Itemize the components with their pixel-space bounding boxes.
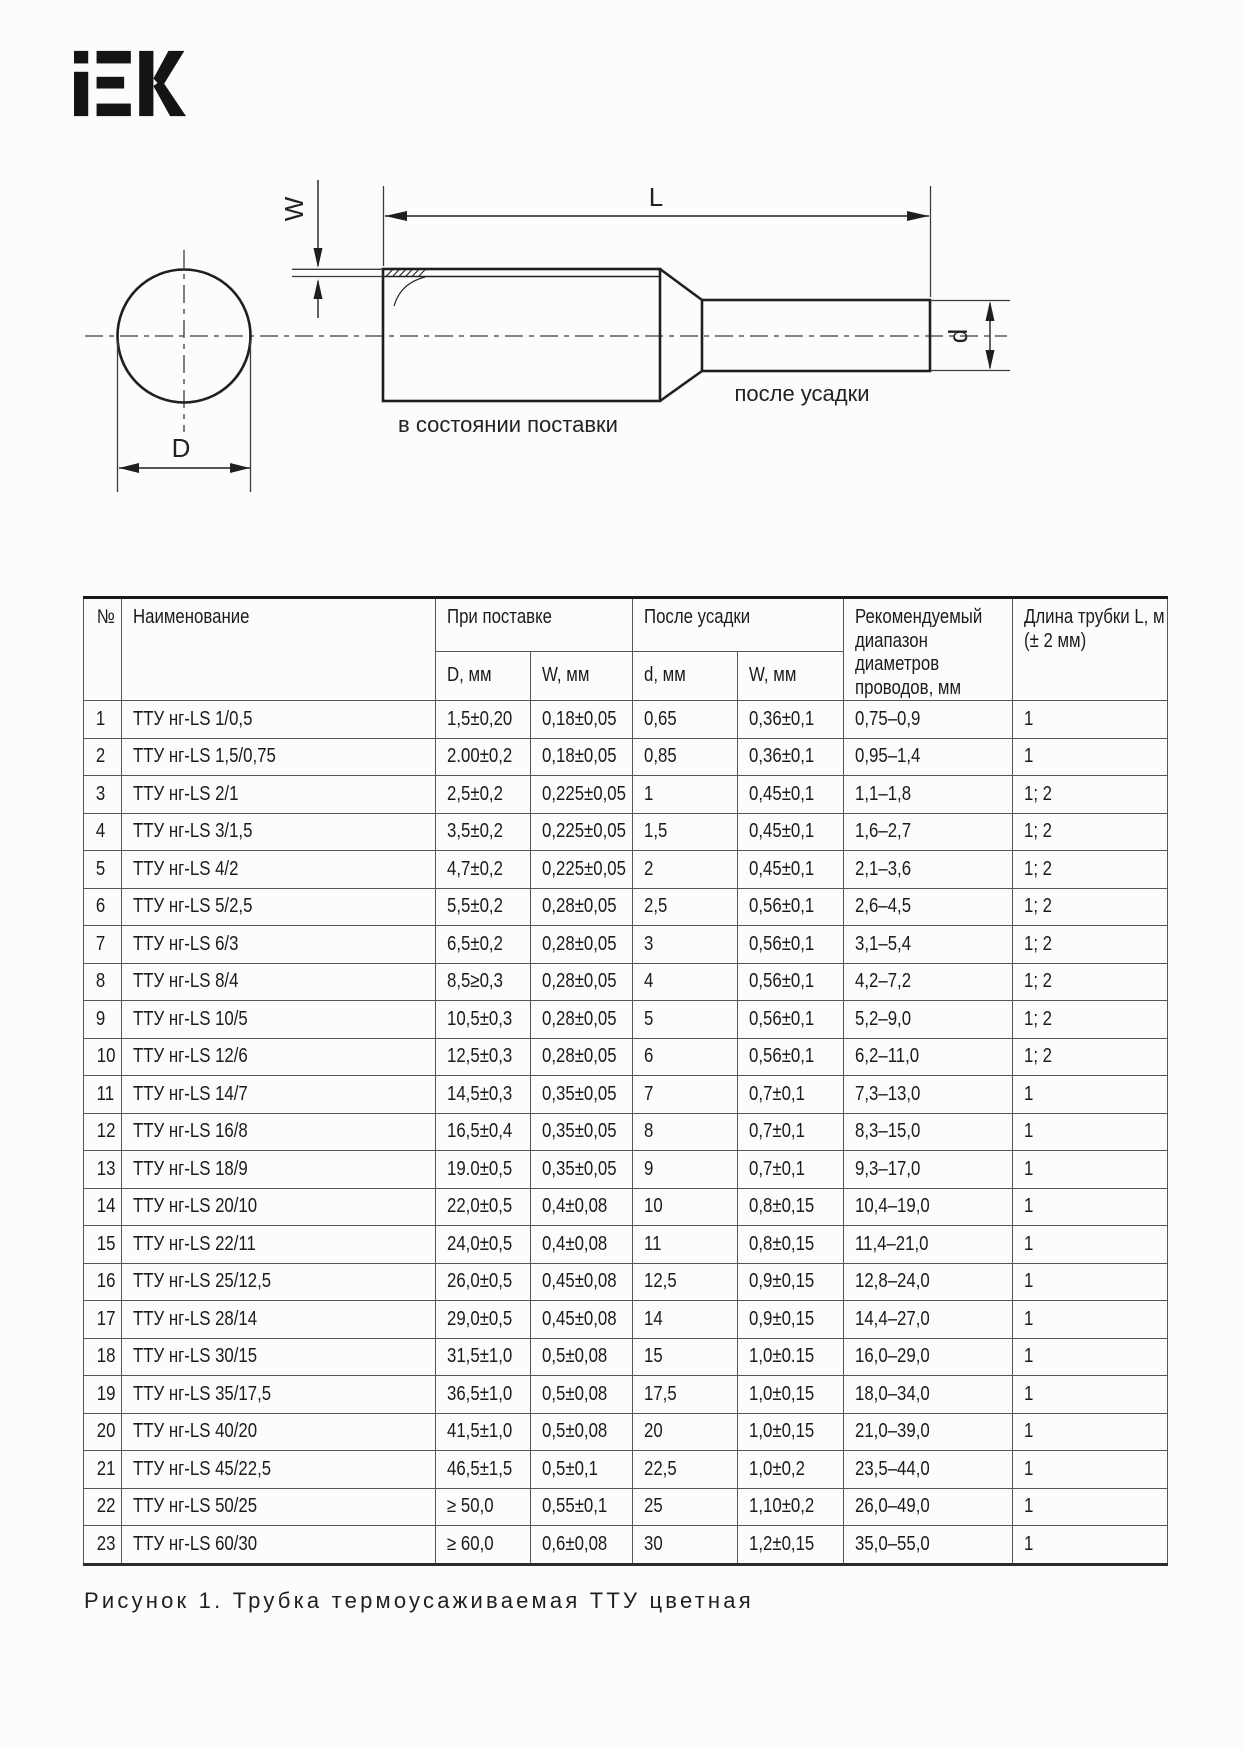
taper-bottom <box>660 371 702 401</box>
cell-diameter-range: 2,1–3,6 <box>844 851 1013 889</box>
cell-name: ТТУ нг-LS 8/4 <box>122 963 436 1001</box>
cell-D-delivery: 3,5±0,2 <box>436 813 531 851</box>
table-row <box>84 851 1168 889</box>
wall-cut-curve <box>394 277 425 306</box>
header-W2-mm: W, мм <box>738 651 844 701</box>
cell-W-shrunk: 0,8±0,15 <box>738 1226 844 1264</box>
table-row <box>84 1413 1168 1451</box>
cell-length: 1 <box>1013 1301 1168 1339</box>
cell-d-shrunk: 0,65 <box>633 701 738 739</box>
cell-diameter-range: 10,4–19,0 <box>844 1188 1013 1226</box>
cell-W-delivery: 0,28±0,05 <box>531 963 633 1001</box>
table-row <box>84 926 1168 964</box>
cell-D-delivery: 12,5±0,3 <box>436 1038 531 1076</box>
cell-W-shrunk: 1,0±0.15 <box>738 1338 844 1376</box>
cell-num: 13 <box>84 1151 122 1189</box>
cell-length: 1; 2 <box>1013 776 1168 814</box>
cell-diameter-range: 0,95–1,4 <box>844 738 1013 776</box>
table-row <box>84 1526 1168 1565</box>
cell-W-shrunk: 0,7±0,1 <box>738 1076 844 1114</box>
header-d-mm: d, мм <box>633 651 738 701</box>
cell-W-shrunk: 0,56±0,1 <box>738 888 844 926</box>
cell-d-shrunk: 15 <box>633 1338 738 1376</box>
cell-length: 1 <box>1013 701 1168 739</box>
header-tube-length: Длина трубки L, м (± 2 мм) <box>1013 598 1168 701</box>
cell-num: 6 <box>84 888 122 926</box>
header-diameter-range: Рекомендуемый диапазон диаметров проводов, мм <box>844 598 1013 701</box>
cell-W-delivery: 0,45±0,08 <box>531 1301 633 1339</box>
label-d: d <box>943 328 973 344</box>
cell-d-shrunk: 10 <box>633 1188 738 1226</box>
table-row <box>84 1301 1168 1339</box>
cell-W-delivery: 0,6±0,08 <box>531 1526 633 1565</box>
cell-length: 1; 2 <box>1013 963 1168 1001</box>
cell-name: ТТУ нг-LS 10/5 <box>122 1001 436 1039</box>
cell-num: 9 <box>84 1001 122 1039</box>
cell-length: 1; 2 <box>1013 1001 1168 1039</box>
cell-D-delivery: ≥ 60,0 <box>436 1526 531 1565</box>
table-row <box>84 776 1168 814</box>
cell-length: 1; 2 <box>1013 926 1168 964</box>
cell-diameter-range: 7,3–13,0 <box>844 1076 1013 1114</box>
cell-W-delivery: 0,28±0,05 <box>531 1038 633 1076</box>
cell-W-delivery: 0,225±0,05 <box>531 851 633 889</box>
spec-table-wrap <box>83 596 1167 1566</box>
cell-d-shrunk: 12,5 <box>633 1263 738 1301</box>
cell-W-delivery: 0,4±0,08 <box>531 1226 633 1264</box>
table-row <box>84 701 1168 739</box>
cell-length: 1 <box>1013 1076 1168 1114</box>
cell-length: 1 <box>1013 1451 1168 1489</box>
cell-D-delivery: 19.0±0,5 <box>436 1151 531 1189</box>
cell-diameter-range: 8,3–15,0 <box>844 1113 1013 1151</box>
cell-d-shrunk: 22,5 <box>633 1451 738 1489</box>
cell-diameter-range: 6,2–11,0 <box>844 1038 1013 1076</box>
cell-length: 1 <box>1013 738 1168 776</box>
table-row <box>84 738 1168 776</box>
cell-length: 1 <box>1013 1263 1168 1301</box>
cell-diameter-range: 14,4–27,0 <box>844 1301 1013 1339</box>
header-after-shrink: После усадки <box>633 598 844 652</box>
cell-diameter-range: 2,6–4,5 <box>844 888 1013 926</box>
cell-W-shrunk: 1,0±0,15 <box>738 1376 844 1414</box>
label-after-shrink: после усадки <box>734 381 870 406</box>
cell-W-shrunk: 0,36±0,1 <box>738 738 844 776</box>
cell-length: 1 <box>1013 1113 1168 1151</box>
table-row <box>84 1451 1168 1489</box>
cell-D-delivery: 36,5±1,0 <box>436 1376 531 1414</box>
w-arrow-up <box>314 279 323 299</box>
cell-d-shrunk: 5 <box>633 1001 738 1039</box>
cell-diameter-range: 21,0–39,0 <box>844 1413 1013 1451</box>
cell-d-shrunk: 2 <box>633 851 738 889</box>
cell-W-shrunk: 0,45±0,1 <box>738 813 844 851</box>
cell-num: 1 <box>84 701 122 739</box>
cell-W-shrunk: 1,0±0,15 <box>738 1413 844 1451</box>
cell-diameter-range: 12,8–24,0 <box>844 1263 1013 1301</box>
cell-D-delivery: 41,5±1,0 <box>436 1413 531 1451</box>
cell-name: ТТУ нг-LS 18/9 <box>122 1151 436 1189</box>
l-arrow-left <box>385 211 407 221</box>
cell-D-delivery: 2.00±0,2 <box>436 738 531 776</box>
cell-W-shrunk: 0,56±0,1 <box>738 963 844 1001</box>
cell-W-delivery: 0,55±0,1 <box>531 1488 633 1526</box>
table-row <box>84 1001 1168 1039</box>
cell-name: ТТУ нг-LS 6/3 <box>122 926 436 964</box>
cell-num: 23 <box>84 1526 122 1565</box>
cell-d-shrunk: 3 <box>633 926 738 964</box>
cell-D-delivery: 22,0±0,5 <box>436 1188 531 1226</box>
cell-W-delivery: 0,225±0,05 <box>531 813 633 851</box>
cell-W-delivery: 0,5±0,08 <box>531 1376 633 1414</box>
cell-diameter-range: 11,4–21,0 <box>844 1226 1013 1264</box>
cell-num: 15 <box>84 1226 122 1264</box>
cell-num: 12 <box>84 1113 122 1151</box>
cell-num: 2 <box>84 738 122 776</box>
cell-W-shrunk: 1,2±0,15 <box>738 1526 844 1565</box>
small-d-arrow-up <box>986 301 995 321</box>
cell-num: 8 <box>84 963 122 1001</box>
cell-d-shrunk: 1 <box>633 776 738 814</box>
cell-diameter-range: 4,2–7,2 <box>844 963 1013 1001</box>
cell-W-delivery: 0,225±0,05 <box>531 776 633 814</box>
cell-num: 17 <box>84 1301 122 1339</box>
label-W: W <box>279 196 309 222</box>
cell-name: ТТУ нг-LS 35/17,5 <box>122 1376 436 1414</box>
cell-num: 14 <box>84 1188 122 1226</box>
cell-D-delivery: 46,5±1,5 <box>436 1451 531 1489</box>
cell-W-shrunk: 0,56±0,1 <box>738 926 844 964</box>
header-W1-mm: W, мм <box>531 651 633 701</box>
table-row <box>84 1188 1168 1226</box>
cell-length: 1 <box>1013 1526 1168 1565</box>
spec-table <box>83 596 1168 1566</box>
cell-d-shrunk: 11 <box>633 1226 738 1264</box>
cell-W-shrunk: 0,45±0,1 <box>738 776 844 814</box>
cell-W-delivery: 0,45±0,08 <box>531 1263 633 1301</box>
cell-num: 19 <box>84 1376 122 1414</box>
l-arrow-right <box>907 211 929 221</box>
cell-W-delivery: 0,35±0,05 <box>531 1151 633 1189</box>
cell-W-delivery: 0,4±0,08 <box>531 1188 633 1226</box>
cell-name: ТТУ нг-LS 14/7 <box>122 1076 436 1114</box>
cell-name: ТТУ нг-LS 1/0,5 <box>122 701 436 739</box>
table-row <box>84 963 1168 1001</box>
cell-d-shrunk: 25 <box>633 1488 738 1526</box>
table-row <box>84 1263 1168 1301</box>
tube-delivered-body <box>383 269 660 401</box>
cell-W-shrunk: 0,7±0,1 <box>738 1151 844 1189</box>
table-row <box>84 1113 1168 1151</box>
table-row <box>84 1488 1168 1526</box>
cell-d-shrunk: 0,85 <box>633 738 738 776</box>
cell-num: 5 <box>84 851 122 889</box>
cell-name: ТТУ нг-LS 16/8 <box>122 1113 436 1151</box>
cell-num: 16 <box>84 1263 122 1301</box>
cell-length: 1; 2 <box>1013 888 1168 926</box>
cell-length: 1 <box>1013 1188 1168 1226</box>
cell-d-shrunk: 8 <box>633 1113 738 1151</box>
cell-name: ТТУ нг-LS 12/6 <box>122 1038 436 1076</box>
cell-W-shrunk: 0,45±0,1 <box>738 851 844 889</box>
cell-name: ТТУ нг-LS 45/22,5 <box>122 1451 436 1489</box>
w-arrow-down <box>314 248 323 268</box>
cell-W-delivery: 0,28±0,05 <box>531 926 633 964</box>
d-arrow-left <box>119 463 139 473</box>
cell-D-delivery: 29,0±0,5 <box>436 1301 531 1339</box>
cell-num: 20 <box>84 1413 122 1451</box>
cell-d-shrunk: 9 <box>633 1151 738 1189</box>
cell-W-shrunk: 0,8±0,15 <box>738 1188 844 1226</box>
cell-d-shrunk: 17,5 <box>633 1376 738 1414</box>
cell-name: ТТУ нг-LS 28/14 <box>122 1301 436 1339</box>
cell-W-shrunk: 0,9±0,15 <box>738 1263 844 1301</box>
cell-D-delivery: 1,5±0,20 <box>436 701 531 739</box>
cell-D-delivery: 4,7±0,2 <box>436 851 531 889</box>
figure-caption: Рисунок 1. Трубка термоусаживаемая ТТУ цветная <box>84 1588 754 1613</box>
table-row <box>84 888 1168 926</box>
cell-length: 1 <box>1013 1338 1168 1376</box>
cell-d-shrunk: 20 <box>633 1413 738 1451</box>
table-row <box>84 1338 1168 1376</box>
cell-num: 3 <box>84 776 122 814</box>
cell-D-delivery: 26,0±0,5 <box>436 1263 531 1301</box>
cell-W-shrunk: 0,56±0,1 <box>738 1038 844 1076</box>
cell-length: 1 <box>1013 1488 1168 1526</box>
cell-D-delivery: ≥ 50,0 <box>436 1488 531 1526</box>
header-num: № <box>84 598 122 701</box>
cell-name: ТТУ нг-LS 40/20 <box>122 1413 436 1451</box>
label-delivered-state: в состоянии поставки <box>398 412 618 437</box>
cell-D-delivery: 6,5±0,2 <box>436 926 531 964</box>
cell-W-shrunk: 0,9±0,15 <box>738 1301 844 1339</box>
cell-diameter-range: 16,0–29,0 <box>844 1338 1013 1376</box>
cell-diameter-range: 26,0–49,0 <box>844 1488 1013 1526</box>
cell-W-delivery: 0,5±0,08 <box>531 1338 633 1376</box>
wall-hatching <box>386 269 426 276</box>
cell-d-shrunk: 6 <box>633 1038 738 1076</box>
cell-W-shrunk: 0,56±0,1 <box>738 1001 844 1039</box>
cell-length: 1 <box>1013 1226 1168 1264</box>
cell-d-shrunk: 4 <box>633 963 738 1001</box>
cell-name: ТТУ нг-LS 3/1,5 <box>122 813 436 851</box>
cell-name: ТТУ нг-LS 4/2 <box>122 851 436 889</box>
spec-table-head <box>84 598 1168 701</box>
cell-diameter-range: 23,5–44,0 <box>844 1451 1013 1489</box>
cell-num: 7 <box>84 926 122 964</box>
cell-num: 4 <box>84 813 122 851</box>
cell-d-shrunk: 30 <box>633 1526 738 1565</box>
cell-diameter-range: 35,0–55,0 <box>844 1526 1013 1565</box>
cell-num: 10 <box>84 1038 122 1076</box>
cell-num: 11 <box>84 1076 122 1114</box>
cell-D-delivery: 16,5±0,4 <box>436 1113 531 1151</box>
cell-length: 1 <box>1013 1151 1168 1189</box>
d-arrow-right <box>230 463 250 473</box>
cell-W-delivery: 0,28±0,05 <box>531 888 633 926</box>
cell-length: 1 <box>1013 1413 1168 1451</box>
table-row <box>84 1151 1168 1189</box>
cell-name: ТТУ нг-LS 30/15 <box>122 1338 436 1376</box>
cell-D-delivery: 14,5±0,3 <box>436 1076 531 1114</box>
cell-num: 22 <box>84 1488 122 1526</box>
cell-D-delivery: 8,5≥0,3 <box>436 963 531 1001</box>
cell-W-delivery: 0,35±0,05 <box>531 1113 633 1151</box>
table-body <box>84 701 1168 1565</box>
header-name: Наименование <box>122 598 436 701</box>
cell-num: 18 <box>84 1338 122 1376</box>
cell-diameter-range: 9,3–17,0 <box>844 1151 1013 1189</box>
cell-W-shrunk: 1,0±0,2 <box>738 1451 844 1489</box>
cell-diameter-range: 3,1–5,4 <box>844 926 1013 964</box>
cell-name: ТТУ нг-LS 1,5/0,75 <box>122 738 436 776</box>
cell-name: ТТУ нг-LS 22/11 <box>122 1226 436 1264</box>
table-row <box>84 1076 1168 1114</box>
cell-name: ТТУ нг-LS 25/12,5 <box>122 1263 436 1301</box>
cell-length: 1; 2 <box>1013 1038 1168 1076</box>
cell-name: ТТУ нг-LS 60/30 <box>122 1526 436 1565</box>
cell-diameter-range: 1,1–1,8 <box>844 776 1013 814</box>
cell-W-delivery: 0,5±0,1 <box>531 1451 633 1489</box>
cell-D-delivery: 10,5±0,3 <box>436 1001 531 1039</box>
label-D: D <box>171 433 191 463</box>
cell-W-shrunk: 0,7±0,1 <box>738 1113 844 1151</box>
cell-diameter-range: 5,2–9,0 <box>844 1001 1013 1039</box>
cell-D-delivery: 2,5±0,2 <box>436 776 531 814</box>
cell-D-delivery: 24,0±0,5 <box>436 1226 531 1264</box>
label-L: L <box>648 182 664 212</box>
cell-diameter-range: 1,6–2,7 <box>844 813 1013 851</box>
cell-W-shrunk: 0,36±0,1 <box>738 701 844 739</box>
cell-name: ТТУ нг-LS 20/10 <box>122 1188 436 1226</box>
cell-name: ТТУ нг-LS 5/2,5 <box>122 888 436 926</box>
cell-name: ТТУ нг-LS 50/25 <box>122 1488 436 1526</box>
cell-diameter-range: 18,0–34,0 <box>844 1376 1013 1414</box>
cell-D-delivery: 5,5±0,2 <box>436 888 531 926</box>
cell-diameter-range: 0,75–0,9 <box>844 701 1013 739</box>
cell-W-delivery: 0,35±0,05 <box>531 1076 633 1114</box>
cell-length: 1; 2 <box>1013 851 1168 889</box>
tube-technical-drawing <box>0 0 1244 520</box>
table-row <box>84 813 1168 851</box>
table-row <box>84 1226 1168 1264</box>
cell-d-shrunk: 7 <box>633 1076 738 1114</box>
cell-length: 1; 2 <box>1013 813 1168 851</box>
cell-W-delivery: 0,5±0,08 <box>531 1413 633 1451</box>
cell-d-shrunk: 2,5 <box>633 888 738 926</box>
cell-d-shrunk: 1,5 <box>633 813 738 851</box>
cell-W-delivery: 0,18±0,05 <box>531 701 633 739</box>
cell-W-delivery: 0,28±0,05 <box>531 1001 633 1039</box>
cell-d-shrunk: 14 <box>633 1301 738 1339</box>
cell-W-delivery: 0,18±0,05 <box>531 738 633 776</box>
small-d-arrow-down <box>986 350 995 370</box>
header-at-delivery: При поставке <box>436 598 633 652</box>
cell-W-shrunk: 1,10±0,2 <box>738 1488 844 1526</box>
cell-length: 1 <box>1013 1376 1168 1414</box>
cell-name: ТТУ нг-LS 2/1 <box>122 776 436 814</box>
header-D-mm: D, мм <box>436 651 531 701</box>
table-row <box>84 1376 1168 1414</box>
cell-num: 21 <box>84 1451 122 1489</box>
cell-D-delivery: 31,5±1,0 <box>436 1338 531 1376</box>
taper-top <box>660 269 702 300</box>
table-row <box>84 1038 1168 1076</box>
